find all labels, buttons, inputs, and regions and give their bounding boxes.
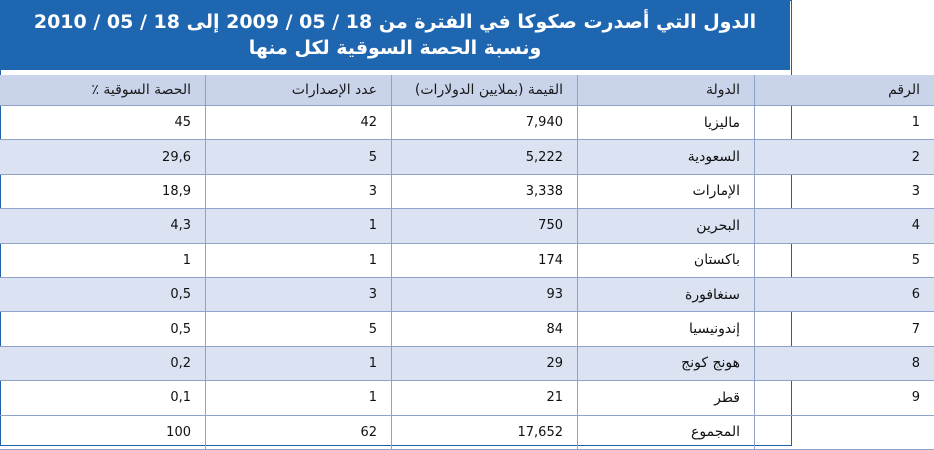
header-value: القيمة (بملايين الدولارات) — [392, 75, 578, 106]
cell-count: 62 — [206, 415, 392, 449]
table-row — [0, 106, 934, 140]
cell-value: 93 — [392, 277, 578, 311]
table-title — [0, 0, 790, 70]
header-count: عدد الإصدارات — [206, 75, 392, 106]
cell-country: باكستان — [578, 243, 755, 277]
cell-rank: 4 — [755, 209, 934, 243]
cell-share: 100 — [0, 415, 206, 449]
cell-rank: 5 — [755, 243, 934, 277]
cell-country: سنغافورة — [578, 277, 755, 311]
table-row — [0, 209, 934, 243]
cell-rank: 7 — [755, 312, 934, 346]
header-country: الدولة — [578, 75, 755, 106]
cell-rank: 1 — [755, 106, 934, 140]
cell-value: 17,652 — [392, 415, 578, 449]
cell-share: 4,3 — [0, 209, 206, 243]
cell-share: 29,6 — [0, 140, 206, 174]
table-row — [0, 381, 934, 415]
cell-share: 1 — [0, 243, 206, 277]
cell-country: السعودية — [578, 140, 755, 174]
cell-count: 3 — [206, 174, 392, 208]
cell-rank — [755, 415, 934, 449]
cell-count: 5 — [206, 312, 392, 346]
cell-count: 42 — [206, 106, 392, 140]
cell-value: 29 — [392, 346, 578, 380]
table-row — [0, 277, 934, 311]
cell-share: 0,5 — [0, 312, 206, 346]
header-row — [0, 75, 934, 106]
total-row — [0, 415, 934, 449]
cell-rank: 2 — [755, 140, 934, 174]
table-row — [0, 140, 934, 174]
cell-value: 7,940 — [392, 106, 578, 140]
cell-count: 1 — [206, 243, 392, 277]
cell-share: 18,9 — [0, 174, 206, 208]
header-rank: الرقم — [755, 75, 934, 106]
cell-rank: 8 — [755, 346, 934, 380]
cell-country: هونج كونج — [578, 346, 755, 380]
cell-country: المجموع — [578, 415, 755, 449]
table-row — [0, 243, 934, 277]
title-line-1: الدول التي أصدرت صكوكا في الفترة من 18 / 05 / 2009 إلى 18 / 05 / 2010 — [0, 9, 790, 35]
cell-share: 45 — [0, 106, 206, 140]
table-row — [0, 312, 934, 346]
cell-count: 5 — [206, 140, 392, 174]
cell-rank: 9 — [755, 381, 934, 415]
cell-value: 21 — [392, 381, 578, 415]
table-row — [0, 174, 934, 208]
cell-share: 0,1 — [0, 381, 206, 415]
cell-share: 0,2 — [0, 346, 206, 380]
cell-country: البحرين — [578, 209, 755, 243]
cell-count: 1 — [206, 381, 392, 415]
cell-count: 1 — [206, 346, 392, 380]
cell-country: قطر — [578, 381, 755, 415]
table-row — [0, 346, 934, 380]
header-share: الحصة السوقية ٪ — [0, 75, 206, 106]
cell-value: 5,222 — [392, 140, 578, 174]
cell-value: 84 — [392, 312, 578, 346]
cell-country: الإمارات — [578, 174, 755, 208]
cell-value: 174 — [392, 243, 578, 277]
sukuk-table — [0, 75, 934, 450]
cell-value: 3,338 — [392, 174, 578, 208]
cell-share: 0,5 — [0, 277, 206, 311]
cell-value: 750 — [392, 209, 578, 243]
title-line-2: ونسبة الحصة السوقية لكل منها — [0, 35, 790, 61]
cell-country: إندونيسيا — [578, 312, 755, 346]
cell-country: ماليزيا — [578, 106, 755, 140]
cell-rank: 3 — [755, 174, 934, 208]
cell-count: 3 — [206, 277, 392, 311]
cell-rank: 6 — [755, 277, 934, 311]
cell-count: 1 — [206, 209, 392, 243]
